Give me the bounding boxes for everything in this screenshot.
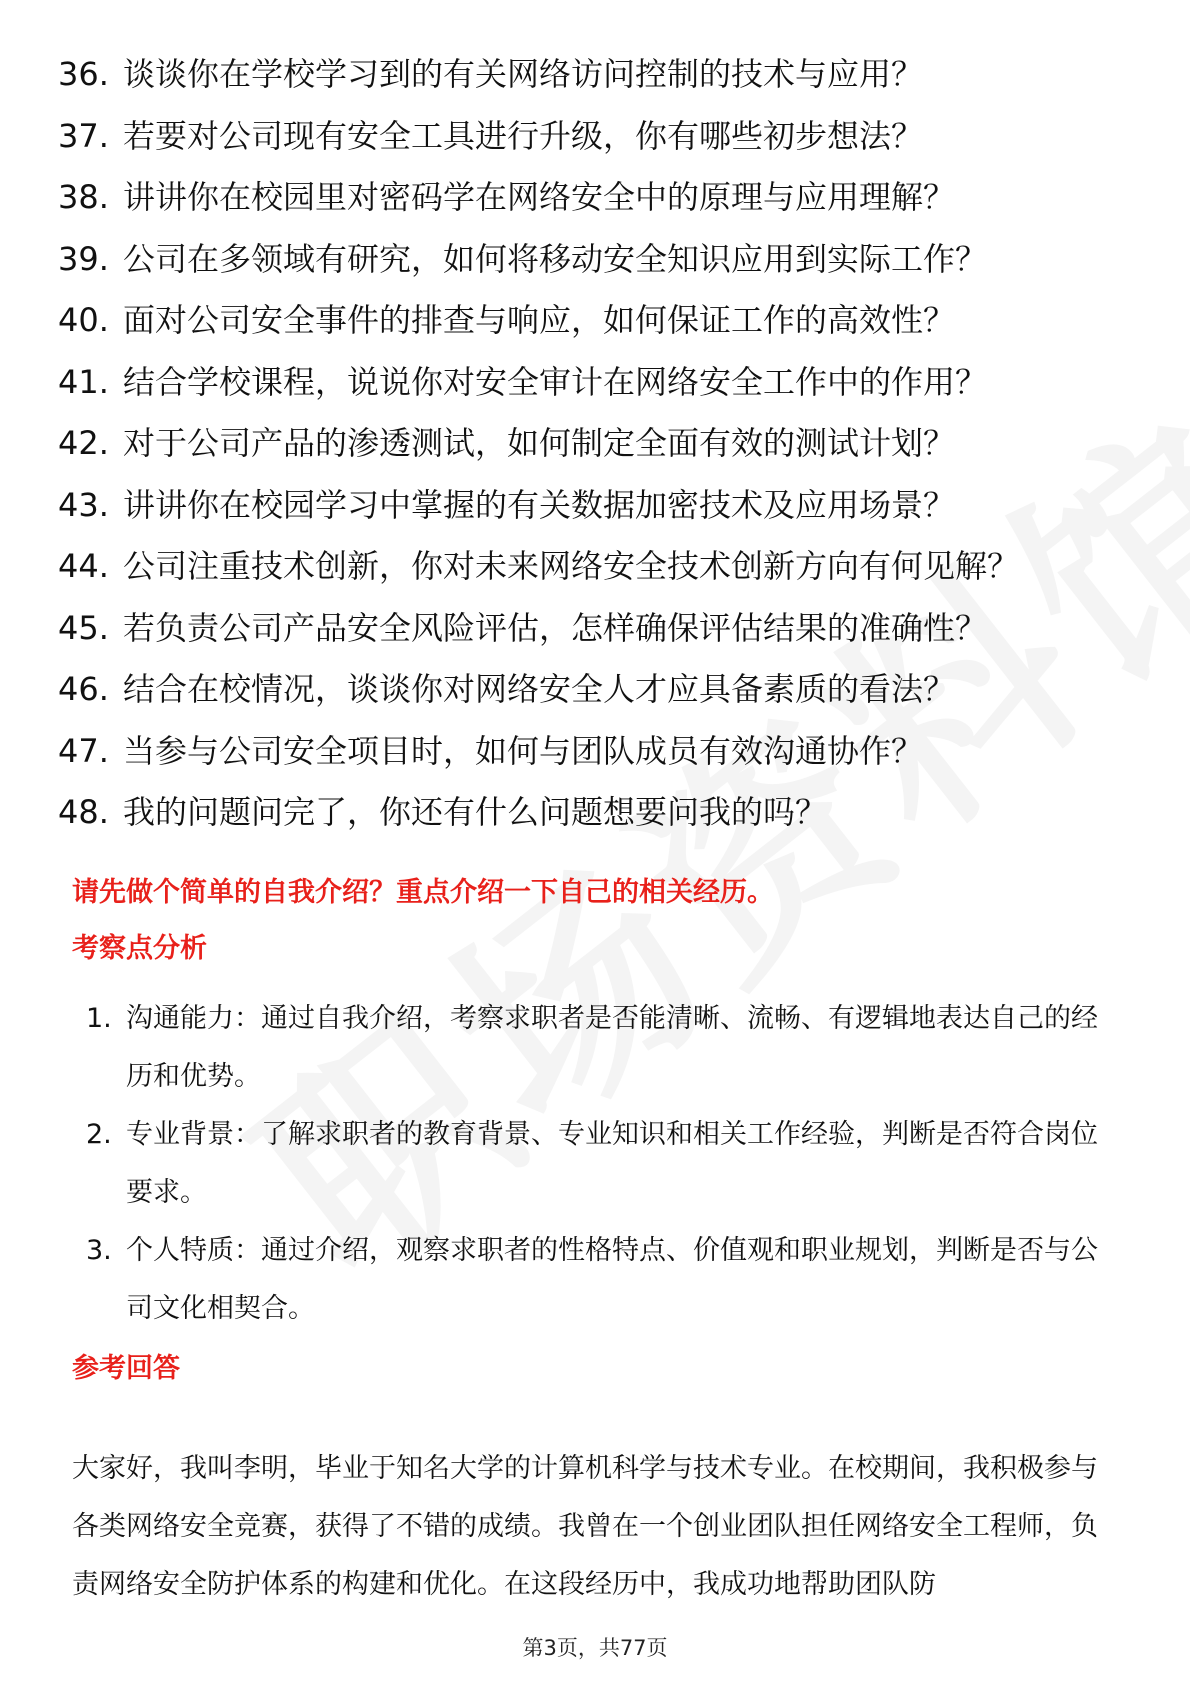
analysis-number: 2. [86,1119,112,1150]
question-number: 47. [58,731,109,770]
question-item [58,413,1148,475]
question-item [58,721,1148,783]
question-text: 公司在多领域有研究，如何将移动安全知识应用到实际工作？ [123,239,988,278]
question-text: 面对公司安全事件的排查与响应，如何保证工作的高效性？ [123,301,956,339]
question-item [58,536,1148,598]
question-item [58,106,1148,168]
question-item [58,598,1148,660]
question-item [58,229,1148,291]
question-number: 42. [58,424,109,462]
question-item [58,475,1148,537]
question-list [58,44,1148,844]
question-item [58,290,1148,352]
analysis-item [86,990,1116,1106]
analysis-item [86,1222,1116,1338]
question-number: 39. [58,239,109,278]
question-number: 48. [58,793,109,831]
question-text: 讲讲你在校园学习中掌握的有关数据加密技术及应用场景？ [123,485,956,524]
question-text: 结合学校课程，说说你对安全审计在网络安全工作中的作用？ [123,362,988,401]
question-number: 36. [58,55,109,93]
answer-heading: 参考回答 [72,1353,180,1384]
question-item [58,167,1148,229]
question-item [58,44,1148,106]
question-item [58,352,1148,414]
question-text: 公司注重技术创新，你对未来网络安全技术创新方向有何见解？ [123,547,1020,585]
question-number: 37. [58,116,109,155]
question-number: 40. [58,301,109,339]
question-item [58,782,1148,844]
question-text: 结合在校情况，谈谈你对网络安全人才应具备素质的看法？ [123,670,956,708]
question-number: 46. [58,670,109,708]
question-text: 当参与公司安全项目时，如何与团队成员有效沟通协作？ [123,731,924,770]
question-text: 讲讲你在校园里对密码学在网络安全中的原理与应用理解？ [123,178,956,216]
question-text: 若负责公司产品安全风险评估，怎样确保评估结果的准确性？ [123,608,988,647]
analysis-text: 个人特质：通过介绍，观察求职者的性格特点、价值观和职业规划，判断是否与公司文化相契合。 [126,1235,1098,1324]
question-text: 若要对公司现有安全工具进行升级，你有哪些初步想法？ [123,116,924,155]
question-text: 对于公司产品的渗透测试，如何制定全面有效的测试计划？ [123,424,956,462]
question-item [58,659,1148,721]
analysis-number: 1. [86,1003,112,1034]
analysis-list [86,990,1116,1338]
question-number: 38. [58,178,109,216]
question-number: 45. [58,608,109,647]
analysis-heading: 考察点分析 [72,933,207,964]
analysis-item [86,1106,1116,1222]
question-heading: 请先做个简单的自我介绍？重点介绍一下自己的相关经历。 [72,877,774,908]
analysis-text: 沟通能力：通过自我介绍，考察求职者是否能清晰、流畅、有逻辑地表达自己的经历和优势。 [126,1003,1098,1092]
question-text: 谈谈你在学校学习到的有关网络访问控制的技术与应用？ [123,55,924,93]
question-number: 41. [58,362,109,401]
question-number: 43. [58,485,109,524]
analysis-number: 3. [86,1235,112,1266]
question-text: 我的问题问完了，你还有什么问题想要问我的吗？ [123,793,828,831]
answer-paragraph: 大家好，我叫李明，毕业于知名大学的计算机科学与技术专业。在校期间，我积极参与各类网络安全竞赛，获得了不错的成绩。我曾在一个创业团队担任网络安全工程师，负责网络安全防护体系的构建和优化。在这段经历中，我成功地帮助团队防 [72,1453,1098,1600]
question-number: 44. [58,547,109,585]
page-footer: 第3页，共77页 [522,1636,668,1660]
analysis-text: 专业背景：了解求职者的教育背景、专业知识和相关工作经验，判断是否符合岗位要求。 [126,1119,1098,1208]
